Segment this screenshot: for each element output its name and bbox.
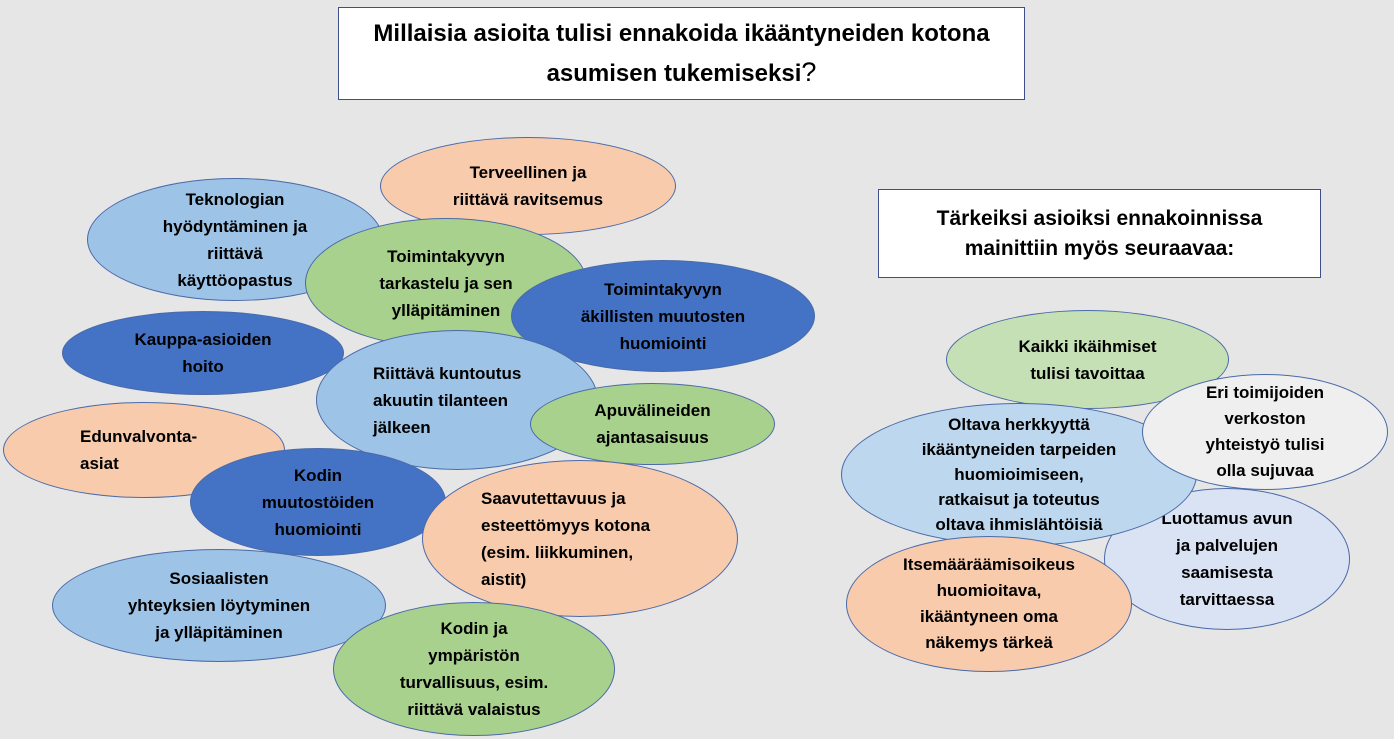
bubble-itsemaaraaminen-line-3: ikääntyneen oma <box>920 607 1058 626</box>
bubble-kauppa-line-1: Kauppa-asioiden <box>134 330 272 349</box>
bubble-muutostyot <box>190 448 446 556</box>
bubble-teknologia-line-3: riittävä <box>207 243 263 263</box>
side-heading-box <box>878 189 1321 278</box>
bubble-muutostyot-line-3: huomiointi <box>274 519 362 539</box>
bubble-toimintakyky-tarkastelu-line-2: tarkastelu ja sen <box>379 273 513 293</box>
bubble-itsemaaraaminen-line-4: näkemys tärkeä <box>925 633 1053 652</box>
title-box <box>338 7 1025 100</box>
bubble-kuntoutus-line-1: Riittävä kuntoutus <box>373 363 522 383</box>
bubble-kuntoutus-line-3: jälkeen <box>373 417 431 437</box>
side-heading <box>937 204 1263 264</box>
side-heading-line-1: Tärkeiksi asioiksi ennakoinnissa <box>936 206 1263 230</box>
bubble-saavutettavuus-line-3: (esim. liikkuminen, <box>481 542 634 562</box>
bubble-teknologia-line-2: hyödyntäminen ja <box>162 216 308 236</box>
bubble-toimintakyky-tarkastelu-line-3: ylläpitäminen <box>391 300 501 320</box>
bubble-luottamus-line-4: tarvittaessa <box>1179 590 1275 609</box>
bubble-sosiaaliset-line-1: Sosiaalisten <box>169 569 269 588</box>
bubble-toimintakyky-muutokset-line-1: Toimintakyvyn <box>604 279 722 299</box>
side-heading-line-2: mainittiin myös seuraavaa: <box>964 236 1235 260</box>
bubble-itsemaaraaminen-line-1: Itsemääräämisoikeus <box>903 555 1075 574</box>
bubble-turvallisuus-line-2: ympäristön <box>428 646 520 665</box>
bubble-kauppa-line-2: hoito <box>182 357 224 376</box>
page-title <box>373 15 989 93</box>
bubble-herkkyys-line-2: ikääntyneiden tarpeiden <box>921 440 1117 459</box>
bubble-turvallisuus <box>333 602 615 736</box>
bubble-yhteistyo <box>1142 374 1388 490</box>
bubble-kauppa <box>62 311 344 395</box>
bubble-yhteistyo-line-1: Eri toimijoiden <box>1205 383 1325 402</box>
bubble-teknologia-line-4: käyttöopastus <box>177 270 293 290</box>
bubble-apuvalineet-line-2: ajantasaisuus <box>596 428 709 447</box>
bubble-luottamus-line-3: saamisesta <box>1181 563 1273 582</box>
bubble-yhteistyo-line-2: verkoston <box>1224 409 1306 428</box>
bubble-turvallisuus-line-4: riittävä valaistus <box>407 700 541 719</box>
bubble-saavutettavuus <box>422 460 738 617</box>
bubble-tavoittaa-line-2: tulisi tavoittaa <box>1030 363 1145 383</box>
title-line-2: asumisen tukemiseksi <box>546 59 802 87</box>
bubble-apuvalineet <box>530 383 775 465</box>
bubble-ravitsemus-line-1: Terveellinen ja <box>469 163 587 182</box>
bubble-toimintakyky-tarkastelu-line-1: Toimintakyvyn <box>387 246 505 266</box>
bubble-ravitsemus-line-2: riittävä ravitsemus <box>452 190 604 209</box>
bubble-herkkyys-line-4: ratkaisut ja toteutus <box>938 490 1100 509</box>
bubble-turvallisuus-line-1: Kodin ja <box>440 619 508 638</box>
bubble-yhteistyo-line-3: yhteistyö tulisi <box>1205 435 1325 454</box>
bubble-edunvalvonta-line-1: Edunvalvonta- <box>80 427 198 446</box>
bubble-toimintakyky-muutokset-line-3: huomiointi <box>619 333 707 353</box>
bubble-saavutettavuus-line-2: esteettömyys kotona <box>481 515 651 535</box>
bubble-sosiaaliset-line-2: yhteyksien löytyminen <box>127 596 311 615</box>
bubble-saavutettavuus-line-4: aistit) <box>481 569 527 589</box>
bubble-turvallisuus-line-3: turvallisuus, esim. <box>399 673 549 692</box>
bubble-herkkyys-line-5: oltava ihmislähtöisiä <box>935 515 1103 534</box>
bubble-itsemaaraaminen-line-2: huomioitava, <box>936 581 1042 600</box>
bubble-luottamus-line-2: ja palvelujen <box>1175 536 1279 555</box>
bubble-saavutettavuus-line-1: Saavutettavuus ja <box>481 488 626 508</box>
bubble-itsemaaraaminen <box>846 536 1132 672</box>
bubble-apuvalineet-line-1: Apuvälineiden <box>594 401 711 420</box>
bubble-tavoittaa-line-1: Kaikki ikäihmiset <box>1018 336 1157 356</box>
bubble-herkkyys-line-3: huomioimiseen, <box>954 465 1084 484</box>
bubble-edunvalvonta-line-2: asiat <box>80 454 119 473</box>
bubble-toimintakyky-muutokset-line-2: äkillisten muutosten <box>580 306 746 326</box>
bubble-kuntoutus-line-2: akuutin tilanteen <box>373 390 509 410</box>
bubble-muutostyot-line-1: Kodin <box>293 465 343 485</box>
bubble-sosiaaliset-line-3: ja ylläpitäminen <box>155 623 283 642</box>
bubble-luottamus-line-1: Luottamus avun <box>1161 509 1293 528</box>
title-question-mark: ? <box>801 56 817 87</box>
bubble-teknologia-line-1: Teknologian <box>185 189 285 209</box>
title-line-1: Millaisia asioita tulisi ennakoida ikääntyneiden kotona <box>373 19 990 47</box>
bubble-muutostyot-line-2: muutostöiden <box>261 492 375 512</box>
bubble-sosiaaliset <box>52 549 386 662</box>
bubble-herkkyys-line-1: Oltava herkkyyttä <box>948 415 1090 434</box>
bubble-yhteistyo-line-4: olla sujuvaa <box>1216 461 1314 480</box>
